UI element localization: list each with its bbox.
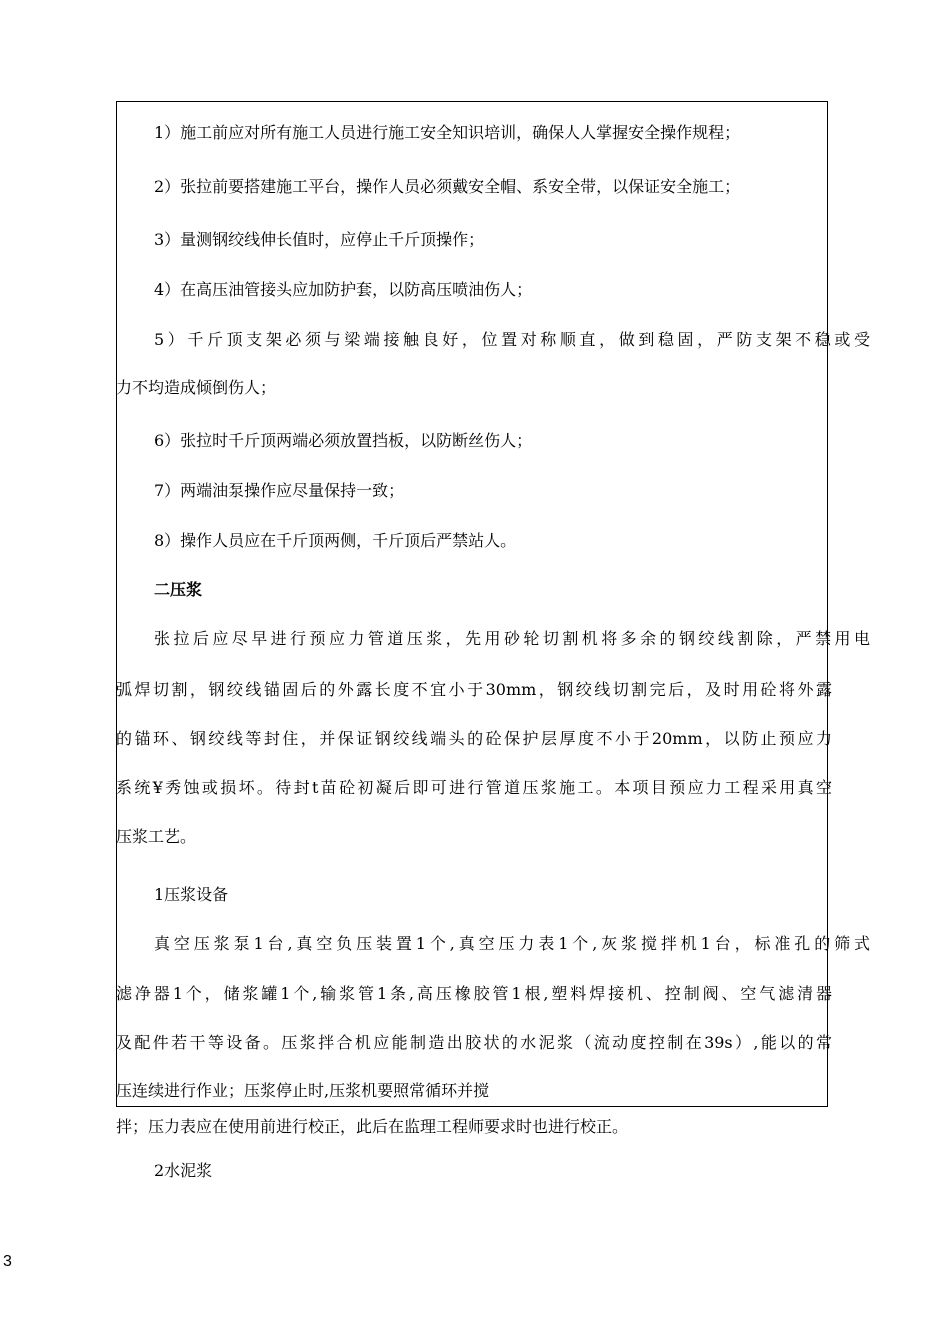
paragraph1-line4: 系统¥秀蚀或损坏。待封t苗砼初凝后即可进行管道压浆施工。本项目预应力工程采用真空 — [116, 778, 832, 797]
paragraph2-line4: 压连续进行作业；压浆停止时,压浆机要照常循环并搅 — [116, 1081, 490, 1100]
paragraph2-line2: 滤净器1个，储浆罐1个,输浆管1条,高压橡胶管1根,塑料焊接机、控制阀、空气滤清器 — [116, 984, 832, 1003]
safety-item-7: 7）两端油泵操作应尽量保持一致； — [154, 481, 405, 500]
safety-item-1: 1）施工前应对所有施工人员进行施工安全知识培训，确保人人掌握安全操作规程； — [154, 123, 741, 142]
safety-item-2: 2）张拉前要搭建施工平台，操作人员必须戴安全帽、系安全带，以保证安全施工； — [154, 177, 741, 196]
subheading-equipment: 1压浆设备 — [154, 885, 229, 904]
paragraph2-line1: 真空压浆泵1台,真空负压装置1个,真空压力表1个,灰浆搅拌机1台，标准孔的筛式 — [154, 934, 870, 953]
paragraph1-line5: 压浆工艺。 — [116, 827, 197, 846]
section-heading: 二压浆 — [154, 580, 203, 599]
safety-item-5-continued: 力不均造成倾倒伤人； — [116, 378, 277, 397]
safety-item-4: 4）在高压油管接头应加防护套，以防高压喷油伤人； — [154, 280, 533, 299]
safety-item-6: 6）张拉时千斤顶两端必须放置挡板，以防断丝伤人； — [154, 431, 533, 450]
paragraph1-line2: 弧焊切割，钢绞线锚固后的外露长度不宜小于30mm，钢绞线切割完后，及时用砼将外露 — [116, 680, 832, 699]
safety-item-8: 8）操作人员应在千斤顶两侧，千斤顶后严禁站人。 — [154, 531, 517, 550]
paragraph2-continuation: 拌；压力表应在使用前进行校正，此后在监理工程师要求时也进行校正。 — [116, 1117, 629, 1136]
paragraph1-line1: 张拉后应尽早进行预应力管道压浆，先用砂轮切割机将多余的钢绞线割除，严禁用电 — [154, 629, 870, 648]
content-table-frame — [116, 101, 828, 1107]
paragraph1-line3: 的锚环、钢绞线等封住，并保证钢绞线端头的砼保护层厚度不小于20mm，以防止预应力 — [116, 729, 832, 748]
paragraph2-line3: 及配件若干等设备。压浆拌合机应能制造出胶状的水泥浆（流动度控制在39s）,能以的常 — [116, 1033, 832, 1052]
safety-item-3: 3）量测钢绞线伸长值时，应停止千斤顶操作； — [154, 230, 485, 249]
page-number: 3 — [3, 1253, 12, 1270]
safety-item-5: 5）千斤顶支架必须与梁端接触良好，位置对称顺直，做到稳固，严防支架不稳或受 — [154, 330, 870, 349]
subheading-cement-slurry: 2水泥浆 — [154, 1161, 213, 1180]
